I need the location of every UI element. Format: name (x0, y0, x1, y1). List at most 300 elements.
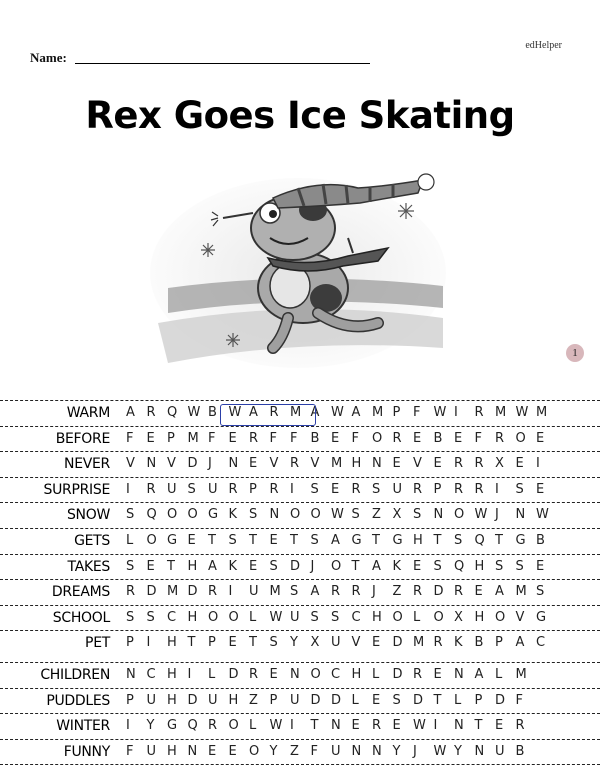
puzzle-letter[interactable]: X (310, 635, 320, 651)
puzzle-letter[interactable]: E (372, 692, 381, 708)
puzzle-letter[interactable]: C (146, 666, 156, 682)
puzzle-letter[interactable]: E (433, 666, 442, 682)
puzzle-letter[interactable]: U (208, 481, 218, 497)
puzzle-letter[interactable]: G (208, 507, 219, 523)
puzzle-letter[interactable]: S (126, 507, 135, 523)
puzzle-letter[interactable]: O (310, 666, 321, 682)
puzzle-letter[interactable]: D (392, 666, 403, 682)
puzzle-letter[interactable]: N (372, 456, 382, 472)
puzzle-letter[interactable]: G (167, 532, 178, 548)
puzzle-letter[interactable]: K (228, 558, 238, 574)
puzzle-letter[interactable]: I (454, 405, 458, 420)
puzzle-letter[interactable]: O (515, 430, 526, 446)
puzzle-letter[interactable]: D (413, 692, 424, 708)
puzzle-letter[interactable]: P (474, 692, 483, 708)
puzzle-letter[interactable]: R (454, 481, 464, 497)
puzzle-letter[interactable]: N (351, 743, 362, 759)
puzzle-letter[interactable]: U (495, 743, 505, 759)
puzzle-letter[interactable]: Y (290, 635, 298, 651)
puzzle-letter[interactable]: O (310, 507, 321, 523)
puzzle-letter[interactable]: V (351, 635, 361, 651)
puzzle-letter[interactable]: J (495, 507, 499, 523)
puzzle-letter[interactable]: R (331, 584, 341, 600)
puzzle-letters (126, 718, 536, 733)
puzzle-letter[interactable]: G (392, 532, 403, 548)
puzzle-letter[interactable]: E (208, 743, 217, 759)
puzzle-letter[interactable]: O (495, 609, 506, 625)
puzzle-letter[interactable]: V (413, 456, 422, 472)
puzzle-letter[interactable]: M (536, 405, 548, 420)
puzzle-letter[interactable]: R (208, 718, 218, 734)
puzzle-letter[interactable]: D (433, 584, 444, 600)
puzzle-letter[interactable]: R (126, 584, 136, 600)
puzzle-letter[interactable]: N (331, 718, 341, 734)
puzzle-letter[interactable]: H (351, 456, 362, 472)
puzzle-letter[interactable]: R (454, 584, 464, 600)
puzzle-letter[interactable]: I (290, 481, 294, 497)
puzzle-letter[interactable]: S (126, 609, 135, 625)
puzzle-letter[interactable]: M (372, 405, 384, 420)
puzzle-letter[interactable]: F (126, 743, 134, 759)
puzzle-letter[interactable]: A (331, 532, 340, 548)
puzzle-letter[interactable]: S (310, 481, 319, 497)
puzzle-letter[interactable]: R (208, 584, 218, 600)
puzzle-letter[interactable]: H (228, 692, 239, 708)
puzzle-letter[interactable]: R (515, 718, 525, 734)
puzzle-letter[interactable]: H (167, 692, 177, 708)
puzzle-letter[interactable]: G (515, 532, 526, 548)
puzzle-letter[interactable]: K (392, 558, 402, 574)
puzzle-letter[interactable]: U (167, 481, 177, 497)
puzzle-letter[interactable]: E (433, 456, 442, 472)
puzzle-letter[interactable]: E (413, 430, 422, 446)
puzzle-letter[interactable]: F (290, 430, 298, 446)
puzzle-letter[interactable]: P (126, 692, 134, 708)
puzzle-letter[interactable]: A (310, 584, 320, 600)
puzzle-letter[interactable]: I (536, 456, 540, 472)
puzzle-letter[interactable]: Q (146, 507, 157, 523)
puzzle-letter[interactable]: M (495, 405, 507, 420)
puzzle-letter[interactable]: S (351, 507, 360, 523)
puzzle-letter[interactable]: S (454, 532, 463, 548)
puzzle-letters (126, 533, 557, 548)
puzzle-letter[interactable]: S (269, 558, 278, 574)
puzzle-letter[interactable]: R (249, 430, 259, 446)
puzzle-row (0, 554, 600, 580)
puzzle-letter[interactable]: D (228, 666, 239, 682)
puzzle-letter[interactable]: W (474, 507, 488, 523)
puzzle-letter[interactable]: X (392, 507, 402, 523)
puzzle-letter[interactable]: D (187, 584, 198, 600)
puzzle-letter[interactable]: U (208, 692, 218, 708)
puzzle-letter[interactable]: N (474, 743, 485, 759)
puzzle-letter[interactable]: I (126, 718, 130, 734)
puzzle-letter[interactable]: L (413, 609, 421, 625)
puzzle-letter[interactable]: E (372, 635, 381, 651)
puzzle-letter[interactable]: D (331, 692, 342, 708)
name-line[interactable] (75, 63, 370, 64)
puzzle-letter[interactable]: U (249, 584, 259, 600)
puzzle-letter[interactable]: M (515, 584, 527, 600)
puzzle-letter[interactable]: L (372, 666, 380, 682)
puzzle-letter[interactable]: S (146, 609, 155, 625)
puzzle-letter[interactable]: W (413, 718, 426, 734)
puzzle-letter[interactable]: I (187, 666, 192, 682)
puzzle-letter[interactable]: P (269, 692, 278, 708)
puzzle-letter[interactable]: I (126, 481, 130, 497)
puzzle-letter[interactable]: G (536, 609, 547, 625)
puzzle-letter[interactable]: N (372, 743, 382, 759)
puzzle-letter[interactable]: D (495, 692, 506, 708)
puzzle-letter[interactable]: O (331, 558, 342, 574)
puzzle-letter[interactable]: P (208, 635, 216, 651)
puzzle-letter[interactable]: T (167, 558, 175, 574)
puzzle-letter[interactable]: M (290, 405, 302, 420)
puzzle-letter[interactable]: B (433, 430, 443, 446)
puzzle-letter[interactable]: R (392, 430, 402, 446)
puzzle-letter[interactable]: O (146, 532, 157, 548)
puzzle-letter[interactable]: N (146, 456, 157, 472)
puzzle-letter[interactable]: O (167, 507, 178, 523)
puzzle-letter[interactable]: M (515, 666, 527, 682)
puzzle-letter[interactable]: R (269, 405, 279, 420)
puzzle-letter[interactable]: F (474, 430, 482, 446)
puzzle-letter[interactable]: E (249, 456, 258, 472)
puzzle-letter[interactable]: E (474, 584, 483, 600)
puzzle-row (0, 528, 600, 554)
puzzle-letter[interactable]: R (474, 405, 484, 420)
puzzle-letter[interactable]: I (290, 718, 294, 734)
puzzle-letter[interactable]: T (433, 692, 442, 708)
puzzle-letter[interactable]: N (290, 666, 300, 682)
puzzle-letter[interactable]: J (372, 584, 376, 600)
puzzle-letter[interactable]: I (495, 481, 499, 497)
puzzle-letter[interactable]: E (515, 456, 524, 472)
puzzle-letter[interactable]: W (331, 507, 344, 523)
puzzle-letter[interactable]: S (269, 635, 278, 651)
puzzle-letter[interactable]: N (433, 507, 444, 523)
puzzle-letter[interactable]: J (208, 456, 212, 472)
puzzle-letter[interactable]: T (187, 635, 196, 651)
puzzle-letter[interactable]: S (331, 609, 340, 625)
puzzle-letter[interactable]: A (249, 405, 258, 420)
puzzle-letter[interactable]: Y (269, 743, 278, 759)
puzzle-letter[interactable]: N (454, 718, 464, 734)
puzzle-letter[interactable]: E (228, 743, 237, 759)
puzzle-letter[interactable]: D (310, 692, 321, 708)
puzzle-letter[interactable]: M (331, 456, 343, 472)
puzzle-letter[interactable]: S (495, 558, 504, 574)
puzzle-letter[interactable]: Z (290, 743, 299, 759)
puzzle-letter[interactable]: E (495, 718, 504, 734)
puzzle-letter[interactable]: O (228, 609, 239, 625)
puzzle-letter[interactable]: H (167, 743, 177, 759)
puzzle-letter[interactable]: B (208, 405, 217, 420)
puzzle-letter[interactable]: N (269, 507, 280, 523)
puzzle-letter[interactable]: X (495, 456, 504, 472)
puzzle-letter[interactable]: D (187, 692, 198, 708)
puzzle-letter[interactable]: D (392, 635, 403, 651)
puzzle-letter[interactable]: H (167, 666, 177, 682)
puzzle-letter[interactable]: R (413, 481, 423, 497)
puzzle-letter[interactable]: R (413, 666, 423, 682)
puzzle-letter[interactable]: R (290, 456, 300, 472)
puzzle-letter[interactable]: E (228, 635, 237, 651)
puzzle-letter[interactable]: W (331, 405, 344, 420)
puzzle-letter[interactable]: Y (146, 718, 155, 734)
puzzle-letter[interactable]: D (187, 456, 198, 472)
puzzle-letter[interactable]: E (351, 718, 360, 734)
puzzle-letter[interactable]: T (495, 532, 503, 548)
puzzle-letter[interactable]: Y (454, 743, 462, 759)
found-word-highlight (220, 404, 316, 426)
puzzle-letter[interactable]: F (208, 430, 216, 446)
puzzle-letter[interactable]: L (208, 666, 216, 682)
puzzle-letter[interactable]: V (515, 609, 525, 625)
puzzle-letter[interactable]: W (536, 507, 549, 523)
puzzle-letter[interactable]: R (413, 584, 423, 600)
puzzle-letter[interactable]: F (515, 692, 523, 708)
puzzle-letter[interactable]: B (310, 430, 320, 446)
puzzle-letter[interactable]: R (474, 481, 484, 497)
puzzle-letter[interactable]: X (454, 609, 463, 625)
puzzle-letter[interactable]: E (228, 430, 237, 446)
puzzle-letter[interactable]: R (228, 481, 238, 497)
puzzle-letter[interactable]: Q (167, 405, 178, 420)
puzzle-letter[interactable]: V (126, 456, 135, 472)
puzzle-letter[interactable]: I (228, 584, 233, 600)
puzzle-letter[interactable]: O (228, 718, 239, 734)
puzzle-letter[interactable]: I (146, 635, 151, 651)
puzzle-letter[interactable]: U (290, 609, 300, 625)
puzzle-letter[interactable]: W (269, 609, 283, 625)
puzzle-letter[interactable]: Q (474, 532, 485, 548)
puzzle-letter[interactable]: S (290, 584, 299, 600)
puzzle-letter[interactable]: E (146, 430, 155, 446)
puzzle-letter[interactable]: J (413, 743, 417, 759)
puzzle-letter[interactable]: U (146, 743, 157, 759)
puzzle-letter[interactable]: D (146, 584, 157, 600)
puzzle-letter[interactable]: R (269, 481, 279, 497)
puzzle-letter[interactable]: B (515, 743, 525, 759)
puzzle-letter[interactable]: S (249, 507, 258, 523)
illustration-svg (148, 158, 448, 368)
puzzle-letter[interactable]: A (310, 405, 320, 420)
puzzle-letter[interactable]: N (454, 666, 464, 682)
puzzle-letter[interactable]: O (454, 507, 465, 523)
puzzle-letter[interactable]: O (392, 609, 403, 625)
puzzle-letter[interactable]: S (413, 507, 422, 523)
puzzle-letter[interactable]: H (167, 635, 177, 651)
puzzle-letter[interactable]: P (392, 405, 401, 420)
puzzle-letter[interactable]: F (351, 430, 359, 446)
puzzle-letter[interactable]: A (208, 558, 217, 574)
puzzle-letter[interactable]: R (433, 635, 443, 651)
puzzle-letter[interactable]: H (474, 609, 485, 625)
puzzle-letter[interactable]: H (474, 558, 485, 574)
puzzle-letter[interactable]: L (495, 666, 503, 682)
puzzle-letter[interactable]: W (433, 743, 447, 759)
puzzle-letter[interactable]: S (187, 481, 196, 497)
puzzle-letter[interactable]: G (351, 532, 362, 548)
puzzle-letter[interactable]: S (392, 692, 401, 708)
puzzle-letter[interactable]: T (310, 718, 319, 734)
puzzle-word: BEFORE (55, 430, 110, 447)
puzzle-letter[interactable]: T (249, 532, 257, 548)
puzzle-letter[interactable]: P (495, 635, 503, 651)
puzzle-letter[interactable]: L (249, 718, 257, 734)
puzzle-letter[interactable]: Z (392, 584, 402, 600)
puzzle-letter[interactable]: U (392, 481, 403, 497)
puzzle-letter[interactable]: T (433, 532, 442, 548)
puzzle-letter[interactable]: A (372, 558, 381, 574)
puzzle-letter[interactable]: V (167, 456, 176, 472)
puzzle-letter[interactable]: K (454, 635, 463, 651)
puzzle-letter[interactable]: N (228, 456, 239, 472)
puzzle-letter[interactable]: H (351, 666, 362, 682)
puzzle-letter[interactable]: E (454, 430, 463, 446)
puzzle-letter[interactable]: U (331, 743, 341, 759)
puzzle-letter[interactable]: T (351, 558, 360, 574)
puzzle-letter[interactable]: V (310, 456, 320, 472)
puzzle-letter[interactable]: W (269, 718, 283, 734)
puzzle-letter[interactable]: P (433, 481, 442, 497)
puzzle-letter[interactable]: E (536, 558, 545, 574)
puzzle-letter[interactable]: E (536, 430, 545, 446)
puzzle-letter[interactable]: U (146, 692, 157, 708)
puzzle-letter[interactable]: T (249, 635, 257, 651)
puzzle-letter[interactable]: O (372, 430, 383, 446)
puzzle-letter[interactable]: J (310, 558, 315, 574)
puzzle-letter[interactable]: E (392, 456, 401, 472)
puzzle-letter[interactable]: Z (372, 507, 381, 523)
puzzle-letter[interactable]: H (187, 558, 198, 574)
puzzle-letter[interactable]: L (249, 609, 257, 625)
puzzle-letter[interactable]: T (290, 532, 298, 548)
puzzle-letter[interactable]: Z (249, 692, 258, 708)
puzzle-letter[interactable]: H (413, 532, 423, 548)
puzzle-letter[interactable]: S (536, 584, 545, 600)
puzzle-letter[interactable]: H (187, 609, 198, 625)
puzzle-letter[interactable]: S (372, 481, 381, 497)
puzzle-letter[interactable]: R (495, 430, 505, 446)
puzzle-letter[interactable]: K (228, 507, 238, 523)
puzzle-letter[interactable]: C (351, 609, 361, 625)
puzzle-letter[interactable]: S (228, 532, 237, 548)
puzzle-letter[interactable]: A (351, 405, 361, 420)
puzzle-letter[interactable]: N (126, 666, 136, 682)
puzzle-letter[interactable]: L (454, 692, 462, 708)
puzzle-letter[interactable]: E (331, 430, 340, 446)
puzzle-letter[interactable]: O (187, 507, 198, 523)
puzzle-letter[interactable]: S (433, 558, 442, 574)
puzzle-letter[interactable]: E (536, 481, 545, 497)
puzzle-letter[interactable]: H (372, 609, 382, 625)
puzzle-letter[interactable]: L (351, 692, 359, 708)
puzzle-letter[interactable]: E (146, 558, 155, 574)
puzzle-letter[interactable]: S (310, 532, 319, 548)
puzzle-letter[interactable]: G (167, 718, 178, 734)
puzzle-letter[interactable]: F (126, 430, 134, 446)
puzzle-letter[interactable]: R (146, 405, 156, 420)
puzzle-letter[interactable]: S (515, 558, 524, 574)
puzzle-letter[interactable]: E (331, 481, 340, 497)
puzzle-letter[interactable]: C (331, 666, 341, 682)
puzzle-letter[interactable]: E (413, 558, 422, 574)
puzzle-letter[interactable]: S (515, 481, 524, 497)
puzzle-letter[interactable]: B (474, 635, 484, 651)
puzzle-letter[interactable]: R (249, 666, 259, 682)
puzzle-letter[interactable]: S (126, 558, 135, 574)
puzzle-letter[interactable]: M (167, 584, 179, 600)
puzzle-letter[interactable]: O (208, 609, 219, 625)
puzzle-letter[interactable]: V (269, 456, 279, 472)
puzzle-letter[interactable]: R (351, 584, 361, 600)
puzzle-letter[interactable]: P (249, 481, 257, 497)
puzzle-letter[interactable]: N (187, 743, 198, 759)
puzzle-letter[interactable]: O (290, 507, 301, 523)
puzzle-letters (126, 482, 557, 497)
puzzle-letter[interactable]: T (372, 532, 380, 548)
puzzle-letter[interactable]: M (413, 635, 425, 651)
puzzle-letter[interactable]: W (515, 405, 529, 420)
puzzle-letters (126, 584, 557, 599)
puzzle-letter[interactable]: E (269, 666, 278, 682)
puzzle-letter[interactable]: R (372, 718, 382, 734)
puzzle-letter[interactable]: D (290, 558, 301, 574)
puzzle-letter[interactable]: R (146, 481, 156, 497)
puzzle-letter[interactable]: P (167, 430, 175, 446)
puzzle-letter[interactable]: E (269, 532, 278, 548)
puzzle-letter[interactable]: Y (392, 743, 401, 759)
puzzle-letter[interactable]: R (351, 481, 361, 497)
puzzle-letter[interactable]: U (290, 692, 300, 708)
puzzle-letter[interactable]: C (536, 635, 546, 651)
puzzle-letter[interactable]: W (187, 405, 201, 420)
puzzle-letter[interactable]: Q (454, 558, 465, 574)
puzzle-letter[interactable]: E (187, 532, 196, 548)
puzzle-letter[interactable]: A (495, 584, 504, 600)
puzzle-letter[interactable]: M (269, 584, 281, 600)
puzzle-letter[interactable]: R (454, 456, 464, 472)
puzzle-letter[interactable]: F (310, 743, 318, 759)
puzzle-letter[interactable]: E (249, 558, 258, 574)
puzzle-letter[interactable]: A (515, 635, 525, 651)
puzzle-letter[interactable]: A (474, 666, 484, 682)
puzzle-letter[interactable]: U (331, 635, 341, 651)
puzzle-letter[interactable]: M (187, 430, 199, 446)
puzzle-letter[interactable]: W (433, 405, 447, 420)
puzzle-letter[interactable]: N (515, 507, 526, 523)
puzzle-letter[interactable]: Q (187, 718, 198, 734)
puzzle-letter[interactable]: S (310, 609, 319, 625)
puzzle-letter[interactable]: I (433, 718, 438, 734)
puzzle-letter[interactable]: C (167, 609, 177, 625)
puzzle-letter[interactable]: L (126, 532, 134, 548)
puzzle-letter[interactable]: A (126, 405, 135, 420)
puzzle-letter[interactable]: E (392, 718, 401, 734)
puzzle-letter[interactable]: F (269, 430, 277, 446)
puzzle-letter[interactable]: O (249, 743, 260, 759)
puzzle-letter[interactable]: T (474, 718, 483, 734)
puzzle-letter[interactable]: P (126, 635, 134, 651)
puzzle-letter[interactable]: W (228, 405, 242, 420)
puzzle-letter[interactable]: R (474, 456, 484, 472)
puzzle-letter[interactable]: T (208, 532, 216, 548)
puzzle-letter[interactable]: O (433, 609, 444, 625)
puzzle-letter[interactable]: F (413, 405, 421, 420)
puzzle-letter[interactable]: B (536, 532, 545, 548)
